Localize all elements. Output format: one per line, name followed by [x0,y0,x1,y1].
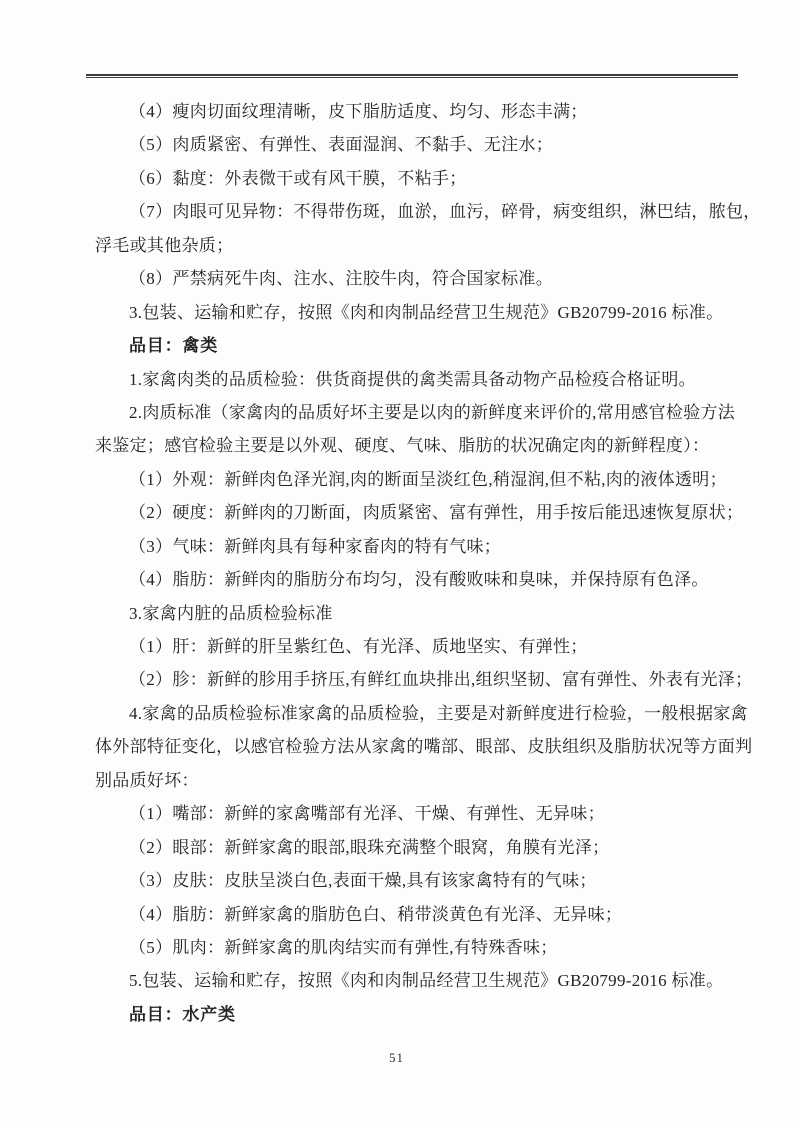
text-line: （2）硬度：新鲜肉的刀断面，肉质紧密、富有弹性，用手按后能迅速恢复原状； [129,503,744,523]
page-number: 51 [389,1050,404,1065]
text-line: 3.家禽内脏的品质检验标准 [129,603,333,623]
text-line: （2）眼部：新鲜家禽的眼部,眼珠充满整个眼窝，角膜有光泽； [129,837,610,857]
text-line: 2.肉质标准（家禽肉的品质好坏主要是以肉的新鲜度来评价的,常用感官检验方法 [129,402,736,422]
section-label-line: 品目：水产类 [129,1004,236,1024]
text-line: 5.包装、运输和贮存，按照《肉和肉制品经营卫生规范》GB20799-2016 标准。 [129,971,724,991]
text-line: 别品质好坏： [95,770,199,790]
section-label-line: 品目：禽类 [129,336,218,356]
text-line: 体外部特征变化，以感官检验方法从家禽的嘴部、眼部、皮肤组织及脂肪状况等方面判 [95,737,753,757]
text-line: （7）肉眼可见异物：不得带伤斑，血淤，血污，碎骨，病变组织，淋巴结，脓包， [129,202,761,222]
text-line: （2）胗：新鲜的胗用手挤压,有鲜红血块排出,组织坚韧、富有弹性、外表有光泽； [129,670,753,690]
text-line: （5）肌肉：新鲜家禽的肌肉结实而有弹性,有特殊香味； [129,937,558,957]
text-line: （1）嘴部：新鲜的家禽嘴部有光泽、干燥、有弹性、无异味； [129,804,605,824]
text-line: （3）气味：新鲜肉具有每种家畜肉的特有气味； [129,536,502,556]
document-body [95,95,761,1031]
text-line: （1）肝：新鲜的肝呈紫红色、有光泽、质地坚实、有弹性； [129,637,588,656]
text-line: （4）脂肪：新鲜肉的脂肪分布均匀，没有酸败味和臭味，并保持原有色泽。 [129,570,709,590]
text-line: （6）黏度：外表微干或有风干膜，不粘手； [129,168,467,188]
text-line: 1.家禽肉类的品质检验：供货商提供的禽类需具备动物产品检疫合格证明。 [129,369,696,389]
header-rule [86,74,738,78]
text-line: （8）严禁病死牛肉、注水、注胶牛肉，符合国家标准。 [129,269,553,289]
text-line: （4）脂肪：新鲜家禽的脂肪色白、稍带淡黄色有光泽、无异味； [129,904,623,924]
text-line: （3）皮肤：皮肤呈淡白色,表面干燥,具有该家禽特有的气味； [129,871,597,891]
text-line: （4）瘦肉切面纹理清晰，皮下脂肪适度、均匀、形态丰满； [129,102,588,121]
text-line: 3.包装、运输和贮存，按照《肉和肉制品经营卫生规范》GB20799-2016 标准。 [129,302,724,322]
text-line: （1）外观：新鲜肉色泽光润,肉的断面呈淡红色,稍湿润,但不粘,肉的液体透明； [129,469,727,489]
text-line: （5）肉质紧密、有弹性、表面湿润、不黏手、无注水； [129,135,553,155]
text-line: 来鉴定；感官检验主要是以外观、硬度、气味、脂肪的状况确定肉的新鲜程度）： [95,436,710,456]
text-line: 4.家禽的品质检验标准家禽的品质检验，主要是对新鲜度进行检验，一般根据家禽 [129,703,748,723]
text-line: 浮毛或其他杂质； [95,235,234,255]
